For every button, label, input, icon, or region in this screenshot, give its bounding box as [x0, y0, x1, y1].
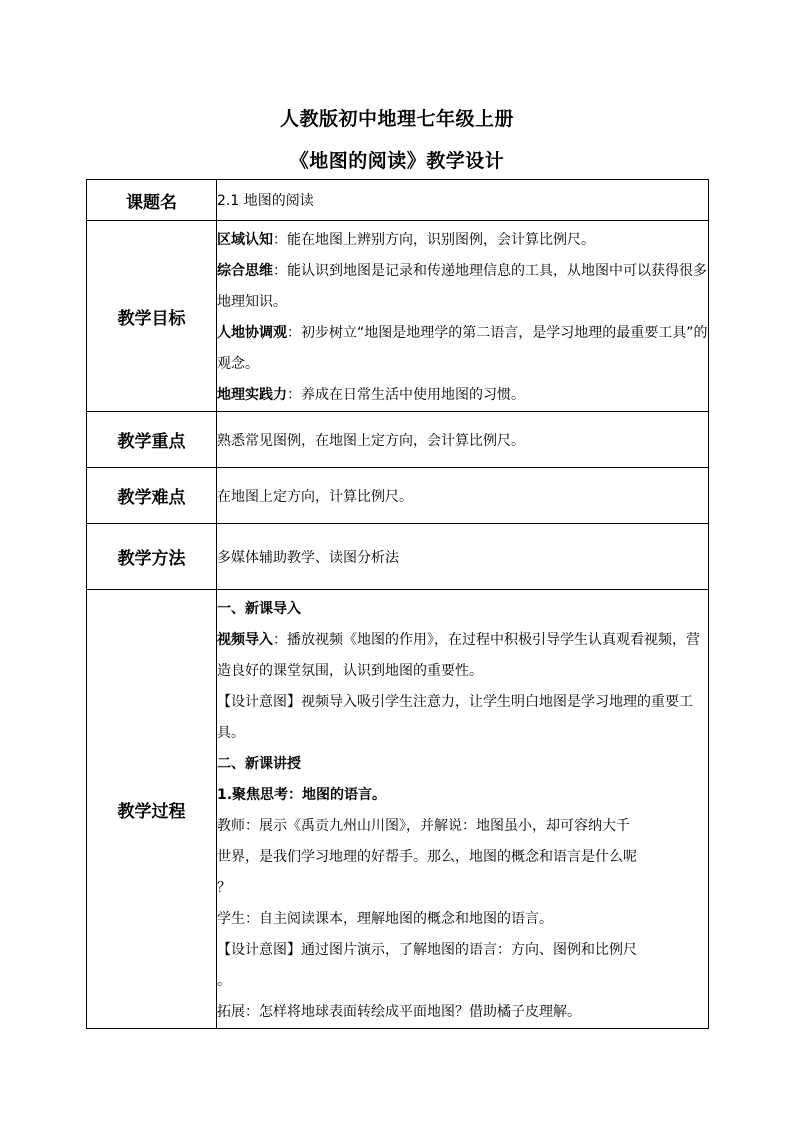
design-intent: 【设计意图】视频导入吸引学生注意力，让学生明白地图是学习地理的重要工具。: [217, 694, 693, 741]
section-heading: 一、新课导入: [217, 601, 301, 617]
teacher-line: ？: [217, 880, 231, 896]
goal-item: [217, 380, 708, 411]
teacher-line: 世界，是我们学习地理的好帮手。那么，地图的概念和语言是什么呢: [217, 849, 637, 865]
value-difficulty: 在地图上定方向，计算比例尺。: [217, 468, 709, 524]
goal-head: 综合思维: [217, 263, 273, 279]
goal-head: 地理实践力: [217, 387, 287, 403]
focus-heading: 1.聚焦思考：地图的语言。: [217, 787, 387, 803]
value-process: [217, 590, 709, 1029]
label-process: 教学过程: [87, 590, 217, 1029]
label-key-points: 教学重点: [87, 412, 217, 468]
goal-text: ：能在地图上辨别方向，识别图例，会计算比例尺。: [273, 232, 595, 248]
goal-text: ：养成在日常生活中使用地图的习惯。: [287, 387, 525, 403]
extension-line: 拓展：怎样将地球表面转绘成平面地图？借助橘子皮理解。: [217, 1004, 581, 1020]
doc-title: 人教版初中地理七年级上册: [279, 108, 514, 130]
teacher-line: 教师：展示《禹贡九州山川图》，并解说：地图虽小，却可容纳大千: [217, 818, 630, 834]
video-text: ：播放视频《地图的作用》，在过程中积极引导学生认真观看视频，营造良好的课堂氛围，认识到地图的重要性。: [217, 632, 700, 679]
doc-subtitle: 《地图的阅读》教学设计: [289, 150, 505, 172]
label-difficulty: 教学难点: [87, 468, 217, 524]
table-row-topic: [87, 180, 709, 221]
goal-text: ：能认识到地图是记录和传递地理信息的工具，从地图中可以获得很多地理知识。: [217, 263, 707, 310]
section-heading: 二、新课讲授: [217, 756, 301, 772]
value-method: 多媒体辅助教学、读图分析法: [217, 524, 709, 590]
label-goals: 教学目标: [87, 221, 217, 412]
label-method: 教学方法: [87, 524, 217, 590]
table-row-difficulty: [87, 468, 709, 524]
goal-head: 区域认知: [217, 232, 273, 248]
table-row-goals: [87, 221, 709, 412]
table-row-key-points: [87, 412, 709, 468]
video-head: 视频导入: [217, 632, 273, 648]
value-key-points: 熟悉常见图例，在地图上定方向，会计算比例尺。: [217, 412, 709, 468]
value-goals: [217, 221, 709, 412]
value-topic: 2.1 地图的阅读: [217, 180, 709, 221]
goal-item: [217, 225, 708, 256]
design-intent-line: 。: [217, 973, 231, 989]
student-line: 学生：自主阅读课本，理解地图的概念和地图的语言。: [217, 911, 553, 927]
process-paragraph: [217, 625, 708, 687]
table-row-process: [87, 590, 709, 1029]
design-intent-line: 【设计意图】通过图片演示，了解地图的语言：方向、图例和比例尺: [217, 942, 637, 958]
goal-item: [217, 256, 708, 318]
goal-item: [217, 318, 708, 380]
goal-text: ：初步树立“地图是地理学的第二语言，是学习地理的最重要工具”的观念。: [217, 325, 708, 372]
table-row-method: [87, 524, 709, 590]
label-topic: 课题名: [87, 180, 217, 221]
goal-head: 人地协调观: [217, 325, 287, 341]
lesson-plan-table: [86, 179, 709, 1029]
